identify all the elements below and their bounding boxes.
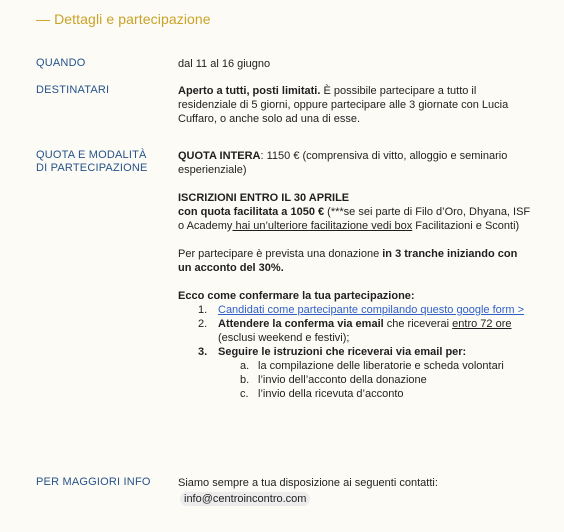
- label-quota-line1: QUOTA E MODALITÀ: [36, 149, 147, 161]
- step-number: 2.: [198, 318, 208, 330]
- email-link[interactable]: info@centroincontro.com: [180, 492, 310, 506]
- label-destinatari: DESTINATARI: [36, 84, 110, 96]
- substep-text: l’invio dell’acconto della donazione: [258, 374, 427, 386]
- value-quando: dal 11 al 16 giugno: [178, 58, 271, 70]
- step-3-bold: Seguire le istruzioni che riceverai via email per:: [218, 346, 467, 358]
- iscrizioni-text-1: (***se sei parte di Filo d’Oro, Dhyana, ISF o Academy: [178, 206, 531, 232]
- substep-b: [218, 373, 533, 387]
- facilitazione-link[interactable]: hai un’ulteriore facilitazione vedi box: [232, 220, 413, 232]
- substep-c: [218, 387, 533, 401]
- substep-letter: a.: [240, 360, 250, 372]
- value-info: [178, 476, 533, 506]
- conferma-title: Ecco come confermare la tua partecipazione:: [178, 290, 415, 302]
- donazione-text: Per partecipare è prevista una donazione: [178, 248, 383, 260]
- quota-intera-text: : 1150 € (comprensiva di vitto, alloggio e seminario esperienziale): [178, 150, 508, 176]
- quota-intera-bold: QUOTA INTERA: [178, 150, 261, 162]
- substep-a: [218, 359, 533, 373]
- substep-text: l’invio della ricevuta d’acconto: [258, 388, 404, 400]
- step-number: 1.: [198, 304, 208, 316]
- step-2-text2: (esclusi weekend e festivi);: [218, 332, 350, 344]
- iscrizioni-bold-2: con quota facilitata a 1050 €: [178, 206, 325, 218]
- conferma-steps: [178, 303, 533, 401]
- donazione-bold: in 3 tranche iniziando con un acconto del 30%.: [178, 248, 518, 274]
- info-text: Siamo sempre a tua disposizione ai seguenti contatti:: [178, 477, 438, 489]
- label-quota-line2: DI PARTECIPAZIONE: [36, 162, 148, 174]
- step-number: 3.: [198, 346, 208, 358]
- step-2-text: che riceverai: [383, 318, 453, 330]
- substep-text: la compilazione delle liberatorie e scheda volontari: [258, 360, 504, 372]
- section-heading: — Dettagli e partecipazione: [36, 11, 211, 27]
- step-2-underline: entro 72 ore: [452, 318, 512, 330]
- value-destinatari: [178, 84, 533, 126]
- label-quota: [36, 149, 176, 175]
- step-2: [178, 317, 533, 345]
- label-info: PER MAGGIORI INFO: [36, 476, 151, 488]
- iscrizioni-bold-1: ISCRIZIONI ENTRO IL 30 APRILE: [178, 192, 350, 204]
- destinatari-text: È possibile partecipare a tutto il residenziale di 5 giorni, oppure partecipare alle 3 giornate con Lucia Cuffaro, o anche solo ad una di esse.: [178, 85, 509, 125]
- iscrizioni-text-2: Facilitazioni e Sconti): [412, 220, 520, 232]
- substeps: [218, 359, 533, 401]
- google-form-link[interactable]: Candidati come partecipante compilando questo google form >: [218, 304, 525, 316]
- step-3: [178, 345, 533, 401]
- step-1: [178, 303, 533, 317]
- value-quota: [178, 149, 533, 401]
- destinatari-bold: Aperto a tutti, posti limitati.: [178, 85, 321, 97]
- substep-letter: b.: [240, 374, 250, 386]
- label-quando: QUANDO: [36, 57, 86, 69]
- step-2-bold: Attendere la conferma via email: [218, 318, 384, 330]
- substep-letter: c.: [240, 388, 249, 400]
